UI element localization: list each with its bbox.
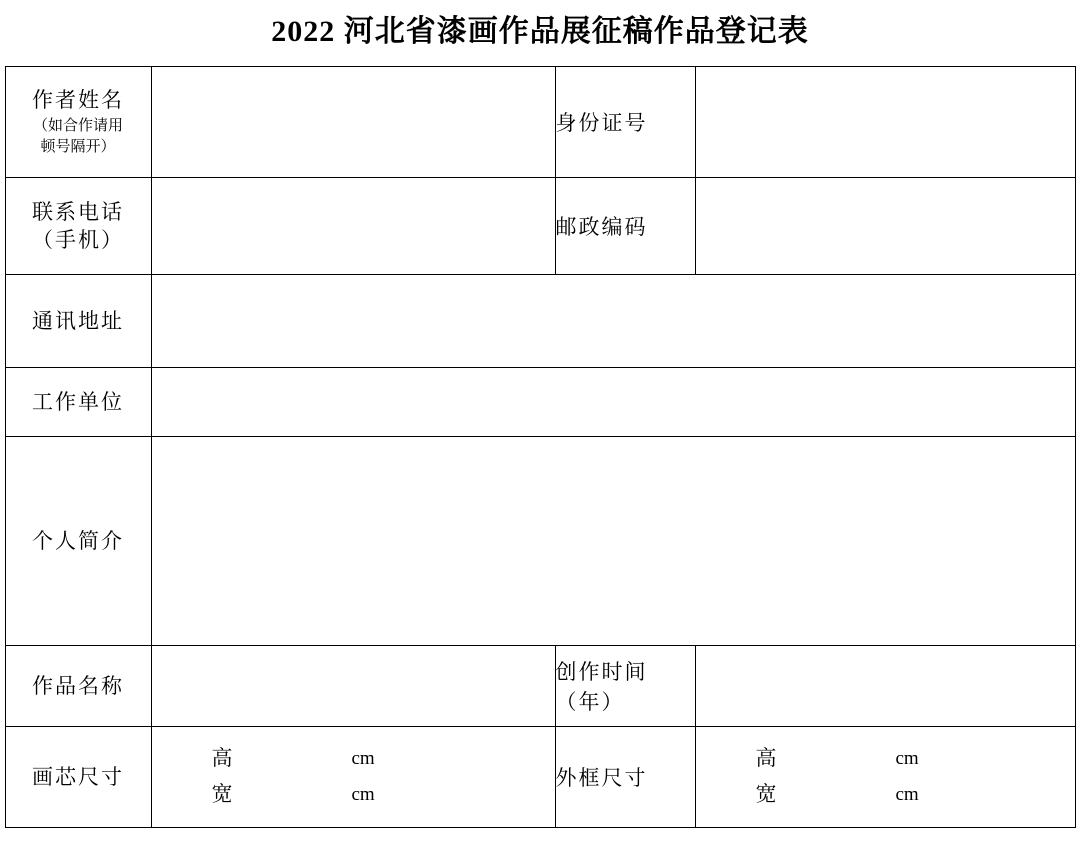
label-creation-year-line-2: （年） xyxy=(555,690,625,714)
label-biography xyxy=(5,437,151,646)
label-core-size xyxy=(5,727,151,828)
label-creation-year-line-1: 创作时间 xyxy=(555,660,648,684)
field-author-name[interactable] xyxy=(151,67,555,178)
frame-size-height-line xyxy=(696,741,1075,777)
label-artwork-title-text: 作品名称 xyxy=(32,673,124,698)
field-biography[interactable] xyxy=(151,437,1075,646)
label-address xyxy=(5,275,151,368)
label-phone-line-1: 联系电话 xyxy=(32,199,124,224)
label-frame-size: 外框尺寸 xyxy=(555,727,695,828)
field-frame-size[interactable] xyxy=(695,727,1075,828)
label-work-unit-text: 工作单位 xyxy=(32,389,124,414)
table-row xyxy=(5,368,1075,437)
table-row xyxy=(5,67,1075,178)
table-row xyxy=(5,646,1075,727)
label-postal-code: 邮政编码 xyxy=(555,178,695,275)
label-address-text: 通讯地址 xyxy=(32,308,124,333)
core-size-height-label: 高 xyxy=(211,746,235,771)
page-title: 2022 河北省漆画作品展征稿作品登记表 xyxy=(271,15,809,48)
table-row xyxy=(5,727,1075,828)
label-creation-year xyxy=(555,646,695,727)
registration-form-table xyxy=(5,66,1076,828)
label-phone xyxy=(5,178,151,275)
label-author-name-note-1: （如合作请用 xyxy=(32,117,123,134)
core-size-width-unit: cm xyxy=(351,783,375,805)
field-creation-year[interactable] xyxy=(695,646,1075,727)
field-artwork-title[interactable] xyxy=(151,646,555,727)
core-size-height-unit: cm xyxy=(351,748,375,769)
table-row xyxy=(5,275,1075,368)
field-work-unit[interactable] xyxy=(151,368,1075,437)
table-row xyxy=(5,437,1075,646)
label-author-name xyxy=(5,67,151,178)
label-biography-text: 个人简介 xyxy=(32,528,124,553)
frame-size-width-line xyxy=(696,777,1075,813)
core-size-width-line xyxy=(152,777,555,813)
field-core-size[interactable] xyxy=(151,727,555,828)
core-size-width-label: 宽 xyxy=(211,782,235,806)
label-artwork-title xyxy=(5,646,151,727)
frame-size-height-unit: cm xyxy=(895,748,919,769)
label-core-size-text: 画芯尺寸 xyxy=(32,764,124,789)
table-row xyxy=(5,178,1075,275)
field-postal-code[interactable] xyxy=(695,178,1075,275)
label-author-name-main: 作者姓名 xyxy=(32,88,124,113)
label-author-name-note-2: 顿号隔开） xyxy=(40,139,116,156)
label-phone-line-2: （手机） xyxy=(32,228,124,252)
frame-size-width-unit: cm xyxy=(895,783,919,805)
label-work-unit xyxy=(5,368,151,437)
frame-size-width-label: 宽 xyxy=(755,782,779,806)
core-size-height-line xyxy=(152,741,555,777)
field-phone[interactable] xyxy=(151,178,555,275)
frame-size-height-label: 高 xyxy=(755,746,779,771)
field-address[interactable] xyxy=(151,275,1075,368)
label-id-number: 身份证号 xyxy=(555,67,695,178)
field-id-number[interactable] xyxy=(695,67,1075,178)
